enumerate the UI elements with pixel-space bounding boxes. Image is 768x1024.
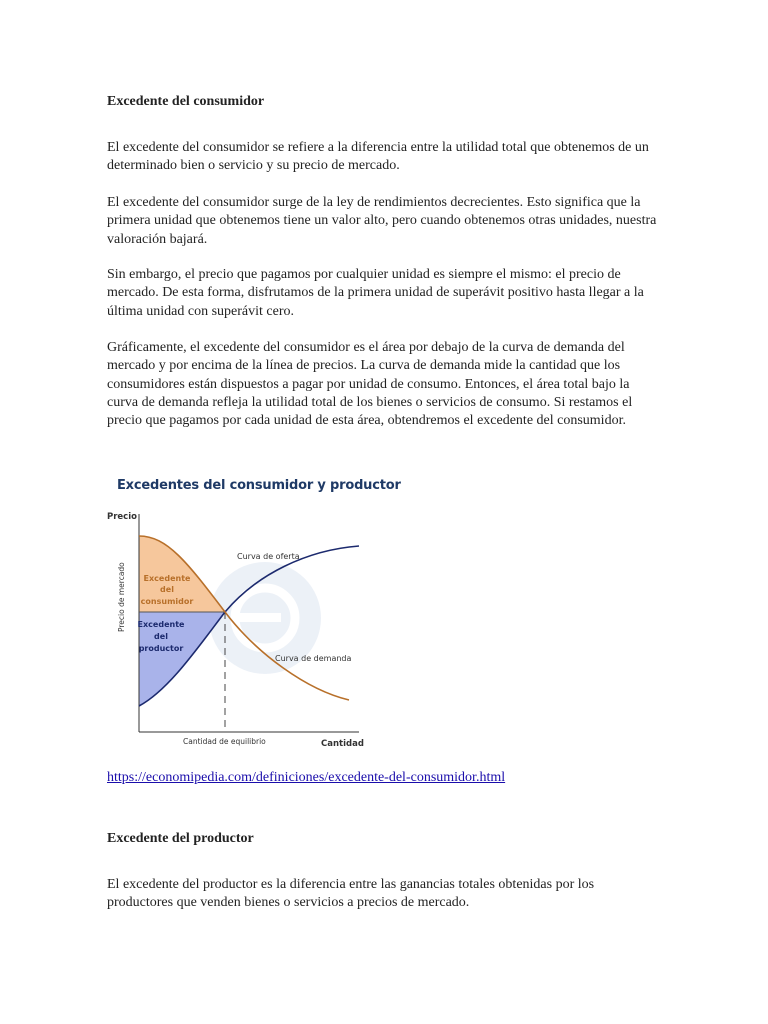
source-link[interactable]: https://economipedia.com/definiciones/excedente-del-consumidor.html <box>107 770 506 785</box>
consumer-surplus-label-line-2: del <box>160 585 174 594</box>
consumer-surplus-label-line-3: consumidor <box>140 597 194 606</box>
section-heading-producer: Excedente del productor <box>107 831 254 846</box>
paragraph-5: El excedente del productor es la diferencia entre las ganancias totales obtenidas por los productores que venden bienes o servicios a precios de mercado. <box>107 877 595 911</box>
producer-surplus-label-line-3: productor <box>138 644 184 653</box>
consumer-surplus-label-line-1: Excedente <box>143 574 191 583</box>
figure-title: Excedentes del consumidor y productor <box>117 478 401 493</box>
x-axis-equilibrium-label: Cantidad de equilibrio <box>183 737 266 746</box>
surplus-figure <box>107 476 401 752</box>
paragraph-3: Sin embargo, el precio que pagamos por cualquier unidad es siempre el mismo: el precio de mercado. De esta forma, disfrutamos de la primera unidad de superávit positivo hasta llegar a la última unidad con superávit cero. <box>107 267 644 319</box>
demand-curve-label: Curva de demanda <box>275 654 352 663</box>
surplus-chart <box>107 476 369 752</box>
producer-surplus-label-line-2: del <box>154 632 168 641</box>
producer-surplus-label-line-1: Excedente <box>137 620 185 629</box>
supply-curve-label: Curva de oferta <box>237 552 300 561</box>
y-axis-title: Precio <box>107 512 137 522</box>
x-axis-title: Cantidad <box>321 739 364 749</box>
paragraph-1: El excedente del consumidor se refiere a la diferencia entre la utilidad total que obtenemos de un determinado bien o servicio y su precio de mercado. <box>107 140 649 174</box>
paragraph-2: El excedente del consumidor surge de la ley de rendimientos decrecientes. Esto significa que la primera unidad que obtenemos tiene un valor alto, pero cuando obtenemos otras unidades, nuestra valoración bajará. <box>107 195 657 247</box>
y-axis-side-label: Precio de mercado <box>117 562 126 632</box>
section-heading-consumer: Excedente del consumidor <box>107 94 265 109</box>
paragraph-4: Gráficamente, el excedente del consumidor es el área por debajo de la curva de demanda del mercado y por encima de la línea de precios. La curva de demanda mide la cantidad que los consumidores están dispuestos a pagar por unidad de consumo. Entonces, el área total bajo la curva de demanda refleja la utilidad total de los bienes o servicios de consumo. Si restamos el precio que pagamos por cada unidad de esta área, obtendremos el excedente del consumidor. <box>107 340 633 429</box>
